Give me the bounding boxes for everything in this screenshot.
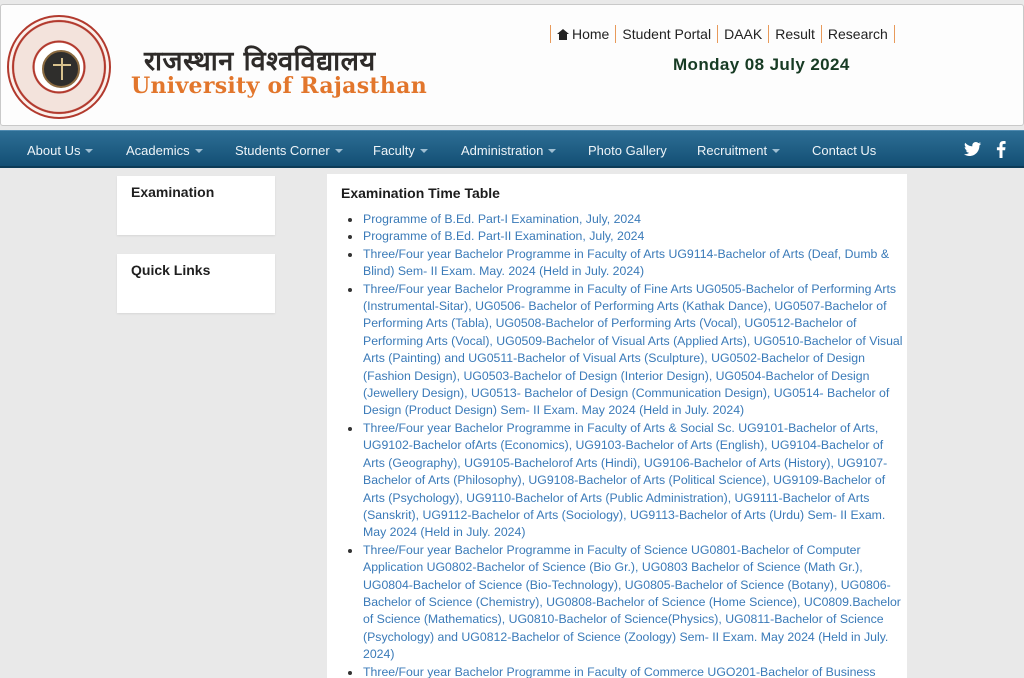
nav-recruitment-label: Recruitment	[697, 143, 768, 158]
page-title: Examination Time Table	[341, 185, 500, 201]
top-link-daak[interactable]	[717, 25, 768, 43]
scales-emblem-icon	[42, 50, 80, 88]
timetable-link[interactable]: Three/Four year Bachelor Programme in Faculty of Arts UG9114-Bachelor of Arts (Deaf, Dumb & Blind) Sem- II Exam. May. 2024 (Held in July. 2024)	[363, 246, 903, 281]
nav-contact-us-label: Contact Us	[812, 143, 877, 158]
nav-about-us[interactable]	[27, 143, 93, 158]
home-icon	[557, 29, 569, 40]
timetable-list	[363, 211, 903, 678]
nav-photo-gallery-label: Photo Gallery	[588, 143, 667, 158]
nav-contact-us[interactable]	[812, 143, 876, 158]
top-link-student-portal[interactable]	[615, 25, 717, 43]
university-name-hindi[interactable]: राजस्थान विश्वविद्यालय	[144, 46, 376, 77]
chevron-down-icon	[548, 149, 556, 153]
sidebar-examination-heading: Examination	[131, 184, 215, 200]
chevron-down-icon	[85, 149, 93, 153]
nav-faculty[interactable]	[373, 143, 428, 158]
chevron-down-icon	[420, 149, 428, 153]
nav-administration-label: Administration	[461, 143, 544, 158]
nav-recruitment[interactable]	[697, 143, 780, 158]
current-date: Monday 08 July 2024	[673, 55, 850, 74]
nav-academics-label: Academics	[126, 143, 190, 158]
top-links	[550, 25, 895, 43]
chevron-down-icon	[772, 149, 780, 153]
top-link-daak-label: DAAK	[724, 26, 763, 42]
sidebar-examination-box	[117, 176, 275, 235]
timetable-link[interactable]: Programme of B.Ed. Part-I Examination, July, 2024	[363, 211, 903, 228]
timetable-link[interactable]: Three/Four year Bachelor Programme in Faculty of Fine Arts UG0505-Bachelor of Performing Arts (Instrumental-Sitar), UG0506- Bachelor of Performing Arts (Kathak Dance), UG0507-Bachelor of Performing Arts (Tabla), UG0508-Bachelor of Performing Arts (Vocal), UG0512-Bachelor of Performing Arts (Vocal), UG0509-Bachelor of Visual Arts (Applied Arts), UG0510-Bachelor of Visual Arts (Painting) and UG0511-Bachelor of Visual Arts (Sculpture), UG0502-Bachelor of Design (Fashion Design), UG0503-Bachelor of Design (Interior Design), UG0504-Bachelor of Design (Jewellery Design), UG0513- Bachelor of Design (Communication Design), UG0514- Bachelor of Design (Product Design) Sem- II Exam. May 2024 (Held in July. 2024)	[363, 281, 903, 420]
top-link-home[interactable]	[550, 25, 615, 43]
chevron-down-icon	[335, 149, 343, 153]
top-link-research[interactable]	[821, 25, 895, 43]
site-header	[0, 4, 1024, 126]
nav-photo-gallery[interactable]	[588, 143, 667, 158]
top-link-research-label: Research	[827, 26, 888, 42]
timetable-link[interactable]: Three/Four year Bachelor Programme in Faculty of Science UG0801-Bachelor of Computer Application UG0802-Bachelor of Science (Bio Gr.), UG0803 Bachelor of Science (Math Gr.), UG0804-Bachelor of Science (Bio-Technology), UG0805-Bachelor of Science (Botany), UG0806-Bachelor of Science (Chemistry), UG0808-Bachelor of Science (Home Science), UC0809.Bachelor of Science (Mathematics), UG0810-Bachelor of Science(Physics), UG0811-Bachelor of Science (Psychology) and UG0812-Bachelor of Science (Zoology) Sem- II Exam. May 2024 (Held in July. 2024)	[363, 542, 903, 664]
nav-faculty-label: Faculty	[373, 143, 415, 158]
nav-about-us-label: About Us	[27, 143, 81, 158]
university-seal-logo[interactable]	[7, 15, 111, 119]
timetable-link[interactable]: Programme of B.Ed. Part-II Examination, July, 2024	[363, 228, 903, 245]
main-nav	[0, 130, 1024, 168]
top-link-student-portal-label: Student Portal	[622, 26, 712, 42]
facebook-icon[interactable]	[996, 141, 1006, 163]
university-name-english[interactable]: University of Rajasthan	[131, 73, 428, 99]
twitter-icon[interactable]	[964, 141, 982, 162]
sidebar-quick-links-heading: Quick Links	[131, 262, 211, 278]
timetable-link[interactable]: Three/Four year Bachelor Programme in Faculty of Commerce UGO201-Bachelor of Business	[363, 664, 903, 678]
nav-administration[interactable]	[461, 143, 556, 158]
nav-students-corner-label: Students Corner	[235, 143, 330, 158]
nav-students-corner[interactable]	[235, 143, 343, 158]
exam-timetable-panel	[327, 174, 907, 678]
top-link-result-label: Result	[775, 26, 815, 42]
nav-academics[interactable]	[126, 143, 203, 158]
chevron-down-icon	[195, 149, 203, 153]
top-link-home-label: Home	[572, 26, 610, 42]
timetable-link[interactable]: Three/Four year Bachelor Programme in Faculty of Arts & Social Sc. UG9101-Bachelor of Arts, UG9102-Bachelor ofArts (Economics), UG9103-Bachelor of Arts (English), UG9104-Bachelor of Arts (Geography), UG9105-Bachelorof Arts (Hindi), UG9106-Bachelor of Arts (History), UG9107-Bachelor of Arts (Philosophy), UG9108-Bachelor of Arts (Political Science), UG9109-Bachelor of Arts (Psychology), UG9110-Bachelor of Arts (Public Administration), UG9111-Bachelor of Arts (Sanskrit), UG9112-Bachelor of Arts (Sociology), UG9113-Bachelor of Arts (Urdu) Sem- II Exam. May 2024 (Held in July. 2024)	[363, 420, 903, 542]
top-link-result[interactable]	[768, 25, 821, 43]
sidebar-quick-links-box	[117, 254, 275, 313]
